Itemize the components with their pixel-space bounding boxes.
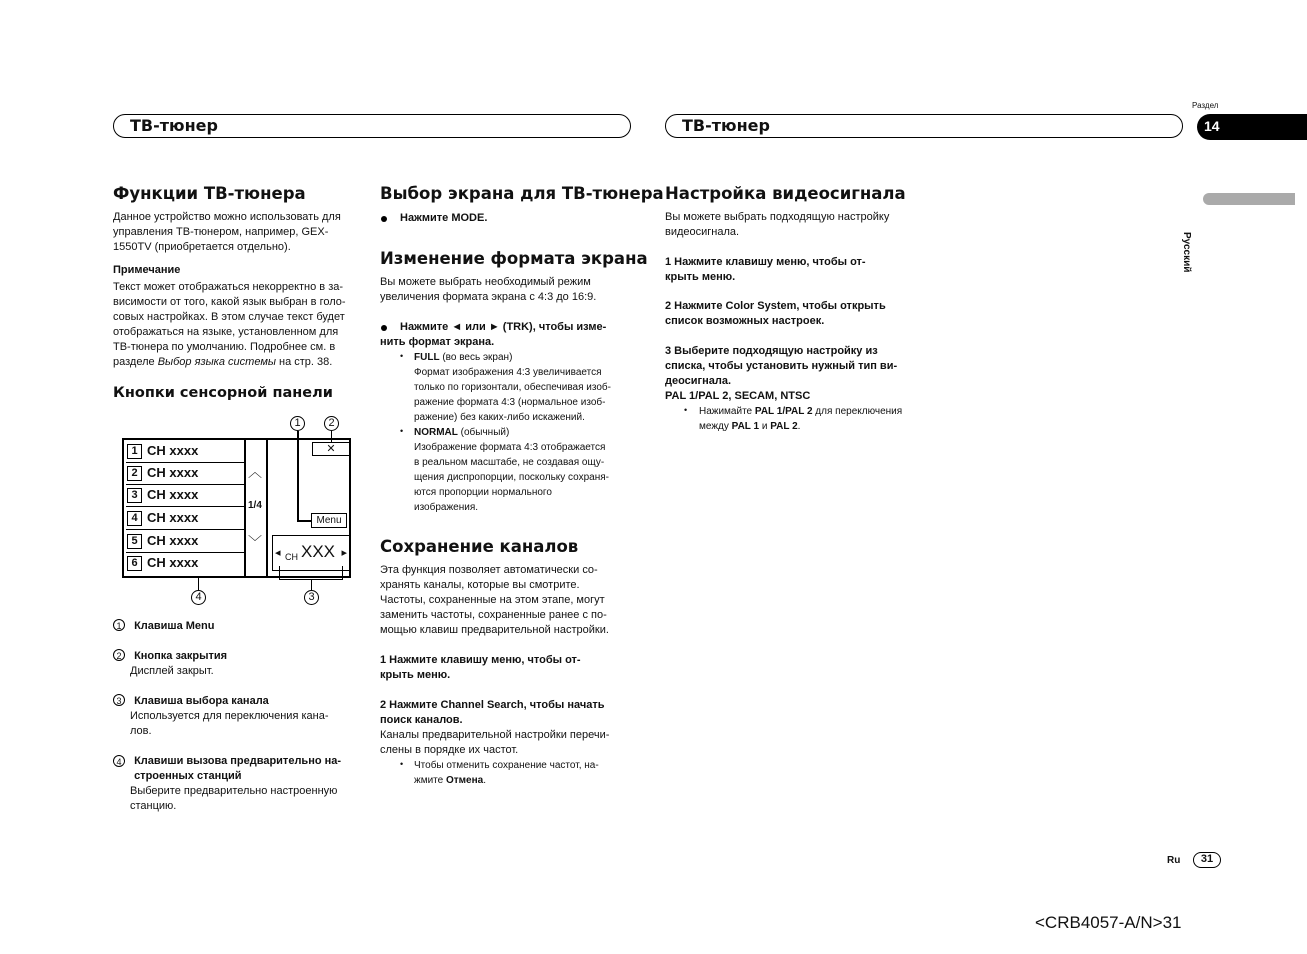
footer-page-number: 31 bbox=[1200, 853, 1214, 865]
callout-1-line bbox=[297, 431, 299, 521]
tip-bullet: • bbox=[684, 405, 688, 415]
channel-up-arrow[interactable]: ▸ bbox=[341, 547, 347, 559]
normal-label: NORMAL (обычный) bbox=[414, 427, 510, 438]
scroll-down-icon[interactable]: ﹀ bbox=[248, 534, 262, 550]
callout-3-line bbox=[311, 580, 312, 590]
callout-3: 3 bbox=[304, 590, 319, 605]
touch-panel-heading: Кнопки сенсорной панели bbox=[113, 385, 333, 401]
callout-4: 4 bbox=[191, 590, 206, 605]
footer-page-badge bbox=[1193, 852, 1221, 868]
video-step2: 2 Нажмите Color System, чтобы открыть список возможных настроек. bbox=[665, 300, 886, 327]
callout-3-bracket bbox=[279, 566, 343, 580]
ch-small-label: CH bbox=[285, 552, 298, 562]
save-channels-heading: Сохранение каналов bbox=[380, 537, 579, 556]
menu-button[interactable]: Menu bbox=[311, 513, 347, 528]
screen-select-heading: Выбор экрана для ТВ-тюнера bbox=[380, 184, 664, 203]
video-heading: Настройка видеосигнала bbox=[665, 184, 906, 203]
functions-heading: Функции ТВ-тюнера bbox=[113, 184, 306, 203]
save-text: Эта функция позволяет автоматически со- хранять каналы, которые вы смотрите. Частоты, сохраненные на этом этапе, могут заменить частоты, сохраненные ранее с по- мощью клавиш предварительной настройки. bbox=[380, 564, 609, 636]
cancel-text: Чтобы отменить сохранение частот, на- жмите Отмена. bbox=[414, 760, 599, 786]
full-text: Формат изображения 4:3 увеличивается только по горизонтали, обеспечивая изоб- ражение формата 4:3 (нормальное изоб- ражение) без каких-либо искажений. bbox=[414, 367, 611, 423]
right-header-title: ТВ-тюнер bbox=[682, 116, 770, 135]
section-number: 14 bbox=[1204, 118, 1220, 134]
preset-button-6[interactable]: 6 CH xxxx bbox=[126, 553, 244, 575]
save-step1: 1 Нажмите клавишу меню, чтобы от- крыть меню. bbox=[380, 654, 581, 681]
preset-button-5[interactable]: 5 CH xxxx bbox=[126, 531, 244, 553]
preset-button-2[interactable]: 2 CH xxxx bbox=[126, 463, 244, 485]
left-header-title: ТВ-тюнер bbox=[130, 116, 218, 135]
tip-line2: между PAL 1 и PAL 2. bbox=[699, 421, 801, 432]
format-heading: Изменение формата экрана bbox=[380, 249, 648, 268]
scroll-up-icon[interactable]: ︿ bbox=[248, 464, 262, 480]
format-step: Нажмите ◄ или ► (TRK), чтобы изме- нить формат экрана. bbox=[380, 321, 607, 348]
preset-button-4[interactable]: 4 CH xxxx bbox=[126, 508, 244, 530]
bullet-mode bbox=[381, 216, 387, 222]
note-text: Текст может отображаться некорректно в за- висимости от того, какой язык выбран в голо- совых настройках. В этом случае текст будет отображаться на языке, установленном для ТВ-тюнера по умолчанию. Подробнее см. в разделе Выбор языка системы на стр. 38. bbox=[113, 281, 346, 368]
note-label: Примечание bbox=[113, 264, 181, 276]
video-step3: 3 Выберите подходящую настройку из списка, чтобы установить нужный тип ви- деосигнала. bbox=[665, 345, 898, 387]
normal-bullet: • bbox=[400, 426, 404, 436]
section-number-tab bbox=[1197, 114, 1307, 140]
channel-down-arrow[interactable]: ◂ bbox=[275, 547, 281, 559]
ch-big-label: XXX bbox=[301, 542, 336, 561]
callout-2-line bbox=[331, 431, 332, 442]
close-button[interactable]: ✕ bbox=[312, 442, 350, 456]
preset-button-1[interactable]: 1 CH xxxx bbox=[126, 441, 244, 463]
legend-item-3: 3 Клавиша выбора канала Используется для переключения кана- лов. bbox=[113, 694, 329, 739]
cancel-bullet: • bbox=[400, 759, 404, 769]
legend-item-2: 2 Кнопка закрытия Дисплей закрыт. bbox=[113, 649, 227, 679]
legend-item-4: 4 Клавиши вызова предварительно на- строенных станций Выберите предварительно настроенную станцию. bbox=[113, 754, 341, 814]
video-text: Вы можете выбрать подходящую настройку видеосигнала. bbox=[665, 211, 890, 238]
touch-panel-diagram bbox=[118, 414, 358, 610]
callout-4-line bbox=[198, 578, 199, 590]
video-options: PAL 1/PAL 2, SECAM, NTSC bbox=[665, 390, 811, 402]
press-mode-text: Нажмите MODE. bbox=[400, 212, 488, 224]
full-bullet: • bbox=[400, 351, 404, 361]
page-indicator: 1/4 bbox=[248, 500, 262, 511]
save-step2: 2 Нажмите Channel Search, чтобы начать поиск каналов. bbox=[380, 699, 605, 726]
legend-item-1: 1 Клавиша Menu bbox=[113, 619, 214, 634]
functions-text: Данное устройство можно использовать для управления ТВ-тюнером, например, GEX- 1550TV (приобретается отдельно). bbox=[113, 211, 341, 253]
video-step1: 1 Нажмите клавишу меню, чтобы от- крыть меню. bbox=[665, 256, 866, 283]
section-label: Раздел bbox=[1192, 101, 1219, 110]
footer-code: <CRB4057-A/N>31 bbox=[1035, 913, 1182, 932]
language-tab-label: Русский bbox=[1181, 232, 1192, 273]
save-step2-text: Каналы предварительной настройки перечи- слены в порядке их частот. bbox=[380, 729, 610, 756]
list-divider bbox=[244, 440, 246, 576]
callout-2: 2 bbox=[324, 416, 339, 431]
tip-line1: Нажимайте PAL 1/PAL 2 для переключения bbox=[699, 406, 903, 417]
callout-1-line-h bbox=[297, 520, 311, 522]
normal-text: Изображение формата 4:3 отображается в реальном масштабе, не создавая ощу- щения диспропорции, поскольку сохраня- ются пропорции нормального изображения. bbox=[414, 442, 609, 513]
callout-1: 1 bbox=[290, 416, 305, 431]
language-tab-bar bbox=[1203, 193, 1295, 205]
full-label: FULL (во весь экран) bbox=[414, 352, 513, 363]
format-text: Вы можете выбрать необходимый режим увеличения формата экрана с 4:3 до 16:9. bbox=[380, 276, 597, 303]
footer-lang: Ru bbox=[1167, 855, 1181, 866]
preset-button-3[interactable]: 3 CH xxxx bbox=[126, 485, 244, 507]
